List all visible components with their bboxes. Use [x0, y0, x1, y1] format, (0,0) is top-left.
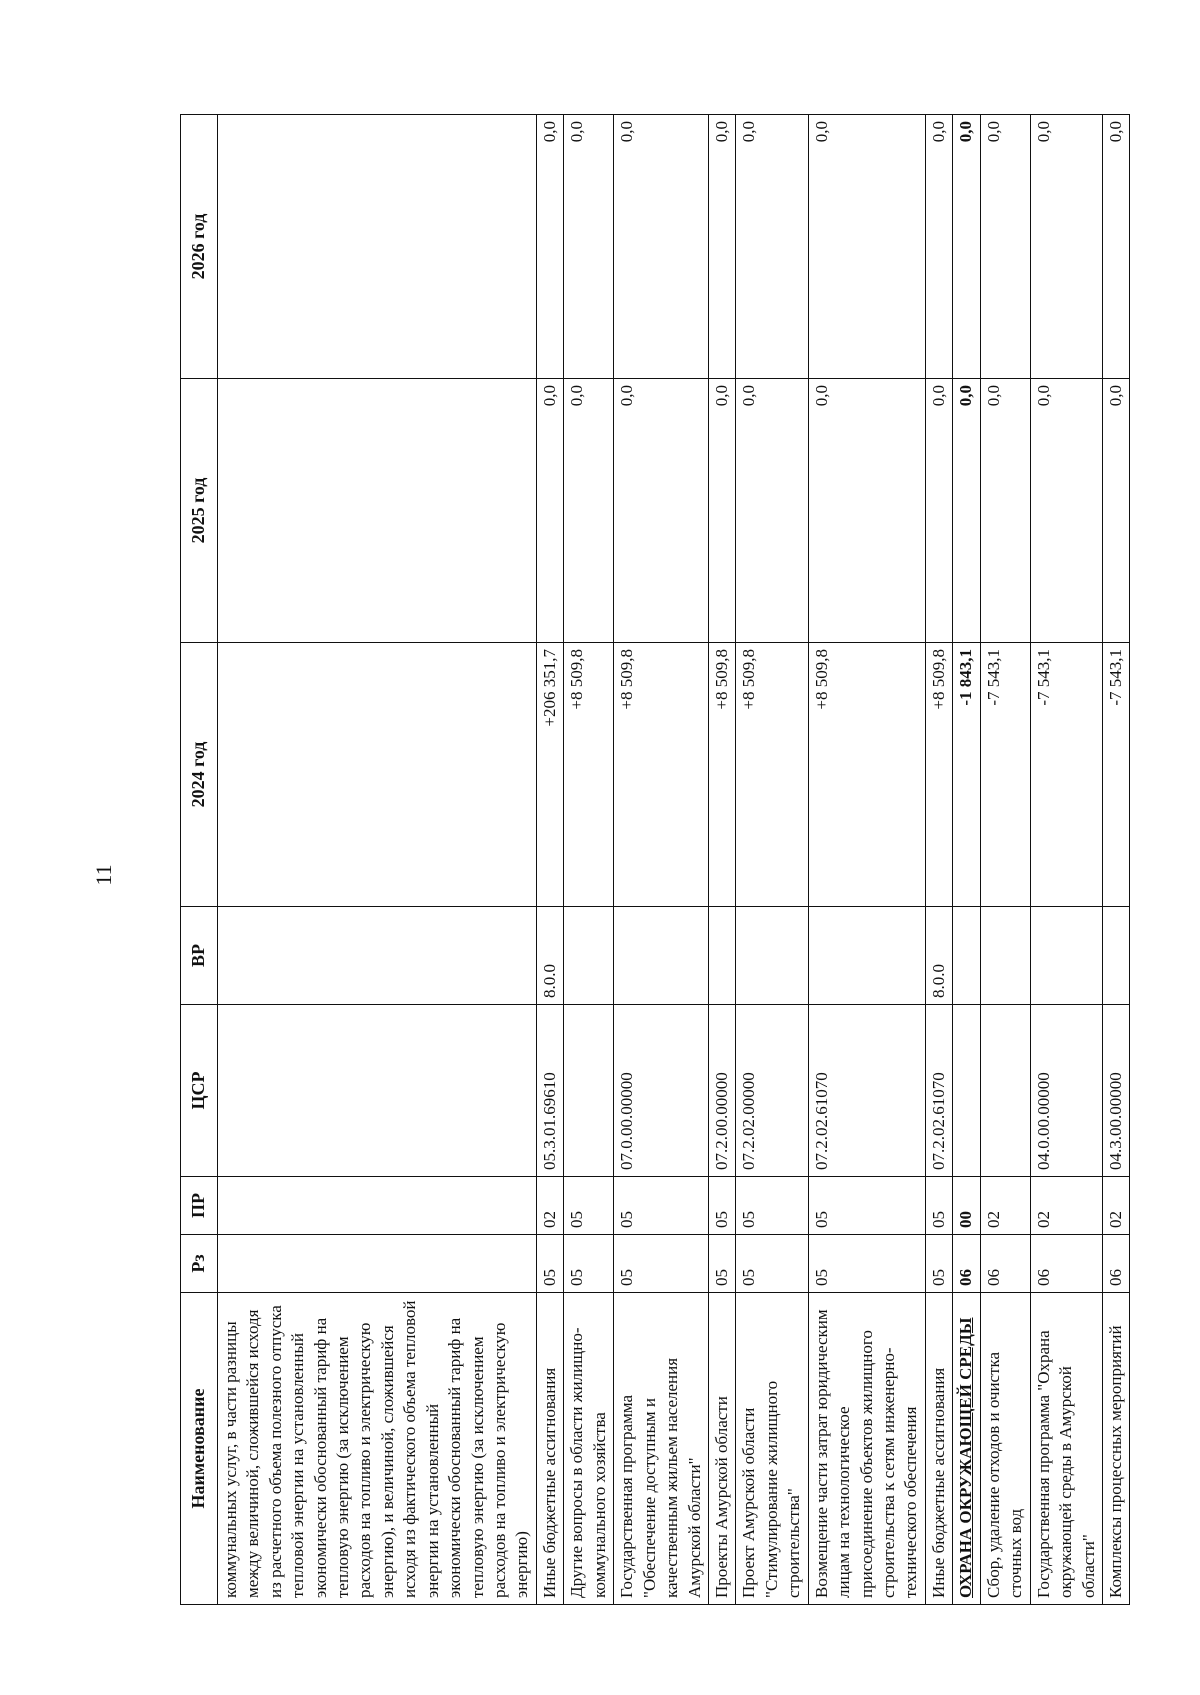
cell-2026: 0,0	[708, 115, 735, 379]
header-2024: 2024 год	[181, 643, 218, 907]
cell-rz: 05	[536, 1235, 563, 1293]
cell-pr: 02	[980, 1177, 1030, 1235]
cell-name: Государственная программа "Обеспечение доступным и качественным жильем населения Амурской области"	[614, 1293, 709, 1605]
cell-vr	[564, 907, 614, 1005]
cell-pr: 05	[564, 1177, 614, 1235]
header-name: Наименование	[181, 1293, 218, 1605]
cell-pr	[217, 1177, 536, 1235]
cell-name: Комплексы процессных мероприятий	[1102, 1293, 1129, 1605]
cell-2026: 0,0	[980, 115, 1030, 379]
cell-vr	[1102, 907, 1129, 1005]
cell-name: Возмещение части затрат юридическим лицам на технологическое присоединение объектов жилищного строительства к сетям инженерно-технического обеспечения	[808, 1293, 925, 1605]
cell-2025: 0,0	[736, 379, 808, 643]
cell-2025: 0,0	[980, 379, 1030, 643]
cell-rz: 06	[980, 1235, 1030, 1293]
table-row	[980, 115, 1030, 1605]
cell-name: Государственная программа "Охрана окружающей среды в Амурской области"	[1030, 1293, 1102, 1605]
cell-csr: 07.2.02.61070	[925, 1005, 952, 1177]
cell-name: ОХРАНА ОКРУЖАЮЩЕЙ СРЕДЫ	[953, 1293, 980, 1605]
cell-2025: 0,0	[614, 379, 709, 643]
cell-2024: +8 509,8	[564, 643, 614, 907]
table-row	[1102, 115, 1129, 1605]
cell-name: Иные бюджетные ассигнования	[536, 1293, 563, 1605]
cell-2024: +8 509,8	[808, 643, 925, 907]
cell-rz: 05	[564, 1235, 614, 1293]
table-row	[953, 115, 980, 1605]
table-header-row	[181, 115, 218, 1605]
cell-csr: 07.0.00.00000	[614, 1005, 709, 1177]
cell-vr	[980, 907, 1030, 1005]
header-vr: ВР	[181, 907, 218, 1005]
cell-csr: 07.2.02.61070	[808, 1005, 925, 1177]
cell-vr	[1030, 907, 1102, 1005]
cell-vr	[708, 907, 735, 1005]
cell-csr	[564, 1005, 614, 1177]
cell-2025: 0,0	[953, 379, 980, 643]
table-row	[564, 115, 614, 1605]
cell-csr	[217, 1005, 536, 1177]
cell-csr: 05.3.01.69610	[536, 1005, 563, 1177]
cell-2024: -7 543,1	[1102, 643, 1129, 907]
cell-csr	[953, 1005, 980, 1177]
cell-2025	[217, 379, 536, 643]
budget-table	[180, 114, 1130, 1605]
cell-rz: 06	[1102, 1235, 1129, 1293]
cell-rz: 05	[614, 1235, 709, 1293]
cell-vr	[953, 907, 980, 1005]
table-row	[708, 115, 735, 1605]
cell-2025: 0,0	[1102, 379, 1129, 643]
cell-name: Проект Амурской области "Стимулирование жилищного строительства"	[736, 1293, 808, 1605]
cell-2024: +206 351,7	[536, 643, 563, 907]
cell-2025: 0,0	[808, 379, 925, 643]
header-2025: 2025 год	[181, 379, 218, 643]
cell-rz: 05	[808, 1235, 925, 1293]
cell-name: Сбор, удаление отходов и очистка сточных вод	[980, 1293, 1030, 1605]
cell-vr	[217, 907, 536, 1005]
header-2026: 2026 год	[181, 115, 218, 379]
header-rz: Рз	[181, 1235, 218, 1293]
cell-csr: 04.0.00.00000	[1030, 1005, 1102, 1177]
cell-2026: 0,0	[1102, 115, 1129, 379]
cell-rz: 05	[708, 1235, 735, 1293]
cell-pr: 05	[808, 1177, 925, 1235]
cell-pr: 05	[736, 1177, 808, 1235]
cell-2024: +8 509,8	[614, 643, 709, 907]
cell-name: Иные бюджетные ассигнования	[925, 1293, 952, 1605]
cell-vr	[614, 907, 709, 1005]
cell-2026: 0,0	[953, 115, 980, 379]
cell-vr: 8.0.0	[536, 907, 563, 1005]
table-body	[217, 115, 1130, 1605]
table-row	[808, 115, 925, 1605]
cell-name: Другие вопросы в области жилищно-коммунального хозяйства	[564, 1293, 614, 1605]
cell-2024: -7 543,1	[980, 643, 1030, 907]
cell-pr: 05	[925, 1177, 952, 1235]
cell-2025: 0,0	[564, 379, 614, 643]
cell-name: коммунальных услуг, в части разницы между величиной, сложившейся исходя из расчетного объема полезного отпуска тепловой энергии на установленный экономически обоснованный тариф на тепловую энергию (за исключением расходов на топливо и электрическую энергию), и величиной, сложившейся исходя из фактического объема тепловой энергии на установленный экономически обоснованный тариф на тепловую энергию (за исключением расходов на топливо и электрическую энергию)	[217, 1293, 536, 1605]
cell-rz: 05	[736, 1235, 808, 1293]
cell-2024: +8 509,8	[736, 643, 808, 907]
cell-2024: -7 543,1	[1030, 643, 1102, 907]
cell-2026: 0,0	[564, 115, 614, 379]
cell-2025: 0,0	[536, 379, 563, 643]
table-row	[217, 115, 536, 1605]
table-row	[736, 115, 808, 1605]
cell-pr: 02	[1102, 1177, 1129, 1235]
cell-vr	[808, 907, 925, 1005]
cell-2026: 0,0	[536, 115, 563, 379]
cell-rz: 05	[925, 1235, 952, 1293]
cell-2026: 0,0	[614, 115, 709, 379]
header-pr: ПР	[181, 1177, 218, 1235]
table-row	[614, 115, 709, 1605]
cell-rz: 06	[1030, 1235, 1102, 1293]
cell-csr: 07.2.02.00000	[736, 1005, 808, 1177]
cell-2024: +8 509,8	[708, 643, 735, 907]
cell-2024: +8 509,8	[925, 643, 952, 907]
cell-pr: 02	[536, 1177, 563, 1235]
cell-2026	[217, 115, 536, 379]
budget-table-rotated	[180, 115, 1125, 1605]
cell-csr	[980, 1005, 1030, 1177]
cell-rz: 06	[953, 1235, 980, 1293]
table-row	[1030, 115, 1102, 1605]
table-row	[925, 115, 952, 1605]
cell-2025: 0,0	[708, 379, 735, 643]
cell-rz	[217, 1235, 536, 1293]
table-row	[536, 115, 563, 1605]
cell-pr: 02	[1030, 1177, 1102, 1235]
page-number: 11	[91, 864, 116, 886]
cell-vr	[736, 907, 808, 1005]
cell-2025: 0,0	[1030, 379, 1102, 643]
cell-csr: 07.2.00.00000	[708, 1005, 735, 1177]
cell-2024: -1 843,1	[953, 643, 980, 907]
cell-name: Проекты Амурской области	[708, 1293, 735, 1605]
header-csr: ЦСР	[181, 1005, 218, 1177]
cell-2026: 0,0	[925, 115, 952, 379]
cell-2025: 0,0	[925, 379, 952, 643]
cell-pr: 05	[614, 1177, 709, 1235]
cell-csr: 04.3.00.00000	[1102, 1005, 1129, 1177]
cell-2026: 0,0	[808, 115, 925, 379]
cell-2024	[217, 643, 536, 907]
cell-pr: 05	[708, 1177, 735, 1235]
cell-2026: 0,0	[1030, 115, 1102, 379]
cell-pr: 00	[953, 1177, 980, 1235]
cell-2026: 0,0	[736, 115, 808, 379]
cell-vr: 8.0.0	[925, 907, 952, 1005]
